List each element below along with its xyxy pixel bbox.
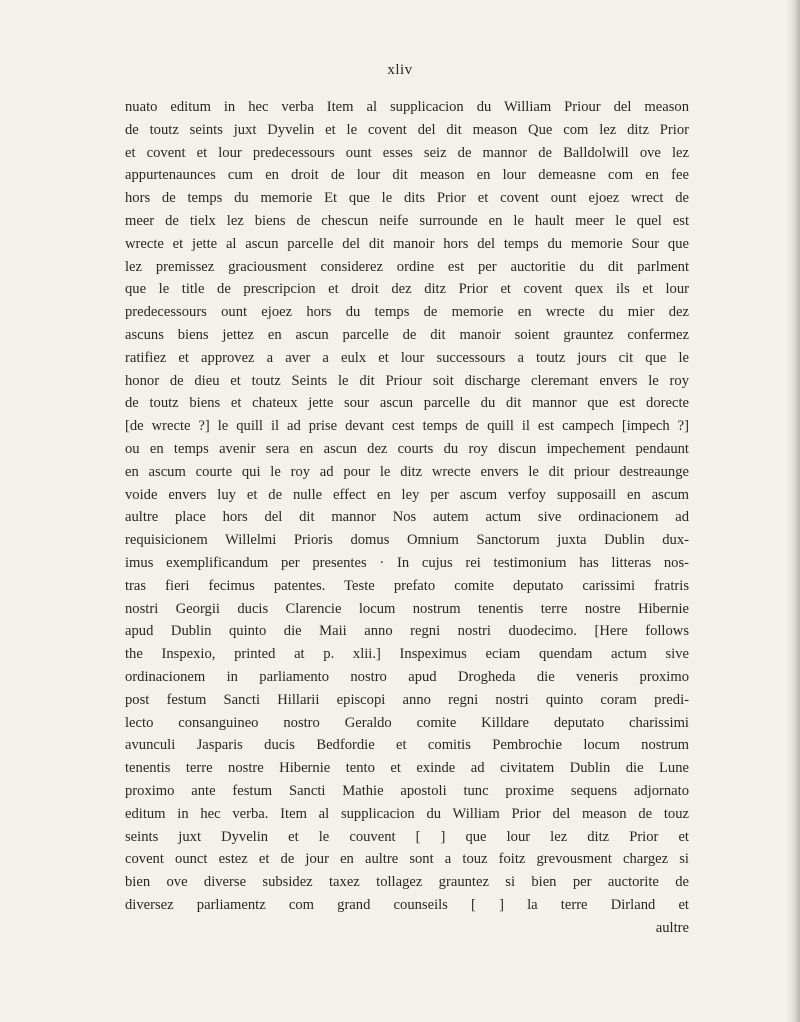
text-line: aultre place hors del dit mannor Nos autem actum sive ordinacionem ad [125, 509, 689, 526]
text-line: covent ounct estez et de jour en aultre sont a touz foitz grevousment chargez si [125, 851, 689, 868]
text-line: aultre [655, 919, 689, 936]
text-line: que le title de prescripcion et droit dez ditz Prior et covent quex ils et lour [125, 281, 689, 298]
text-line: voide envers luy et de nulle effect en ley per ascum verfoy supposaill en ascum [125, 486, 689, 503]
text-line: seints juxt Dyvelin et le couvent [ ] que lour lez ditz Prior et [125, 828, 689, 845]
text-line: [de wrecte ?] le quill il ad prise devant cest temps de quill il est campech [impech ?] [125, 418, 689, 435]
text-line: ascuns biens jettez en ascun parcelle de dit manoir soient grauntez confermez [125, 326, 689, 343]
text-line: diversez parliamentz com grand counseils [ ] la terre Dirland et [125, 896, 689, 913]
text-line: lez premissez graciousment considerez ordine est per auctoritie du dit parlment [125, 258, 689, 275]
text-line: bien ove diverse subsidez taxez tollagez grauntez si bien per auctorite de [125, 874, 689, 891]
page-edge-shadow [786, 0, 800, 1022]
text-line: apud Dublin quinto die Maii anno regni nostri duodecimo. [Here follows [125, 623, 689, 640]
text-line: avunculi Jasparis ducis Bedfordie et comitis Pembrochie locum nostrum [125, 737, 689, 754]
text-line: tras fieri fecimus patentes. Teste prefato comite deputato carissimi fratris [125, 577, 689, 594]
text-line: wrecte et jette al ascun parcelle del dit manoir hors del temps du memorie Sour que [125, 235, 689, 252]
text-line: hors de temps du memorie Et que le dits Prior et covent ount ejoez wrect de [125, 190, 689, 207]
text-line: honor de dieu et toutz Seints le dit Priour soit discharge cleremant envers le roy [125, 372, 689, 389]
text-line: proximo ante festum Sancti Mathie apostoli tunc proxime sequens adjornato [125, 782, 689, 799]
text-line: nostri Georgii ducis Clarencie locum nostrum tenentis terre nostre Hibernie [125, 600, 689, 617]
text-line: ratifiez et approvez a aver a eulx et lour successours a toutz jours cit que le [125, 349, 689, 366]
text-line: en ascum courte qui le roy ad pour le ditz wrecte envers le dit priour destreaunge [125, 463, 689, 480]
text-line: predecessours ount ejoez hors du temps de memorie en wrecte du mier dez [125, 304, 689, 321]
text-line: tenentis terre nostre Hibernie tento et exinde ad civitatem Dublin die Lune [125, 760, 689, 777]
text-line: et covent et lour predecessours ount esses seiz de mannor de Balldolwill ove lez [125, 144, 689, 161]
text-line: ordinacionem in parliamento nostro apud Drogheda die veneris proximo [125, 668, 689, 685]
text-line: meer de tielx lez biens de chescun neife surrounde en le hault meer le quel est [125, 212, 689, 229]
text-line: ou en temps avenir sera en ascun dez courts du roy discun impechement pendaunt [125, 440, 689, 457]
body-text [125, 96, 689, 939]
text-line: appurtenaunces cum en droit de lour dit meason en lour demeasne com en fee [125, 167, 689, 184]
text-line: de toutz seints juxt Dyvelin et le covent del dit meason Que com lez ditz Prior [125, 121, 689, 138]
text-line: de toutz biens et chateux jette sour ascun parcelle du dit mannor que est dorecte [125, 395, 689, 412]
page-number: xliv [387, 62, 413, 78]
text-line: lecto consanguineo nostro Geraldo comite Killdare deputato charissimi [125, 714, 689, 731]
text-line: editum in hec verba. Item al supplicacion du William Prior del meason de touz [125, 805, 689, 822]
text-line: post festum Sancti Hillarii episcopi anno regni nostri quinto coram predi- [125, 691, 689, 708]
text-line: the Inspexio, printed at p. xlii.] Inspeximus eciam quendam actum sive [125, 646, 689, 663]
text-line: imus exemplificandum per presentes · In cujus rei testimonium has litteras nos- [125, 554, 689, 571]
text-line: requisicionem Willelmi Prioris domus Omnium Sanctorum juxta Dublin dux- [125, 532, 689, 549]
text-line: nuato editum in hec verba Item al supplicacion du William Priour del meason [125, 99, 689, 115]
